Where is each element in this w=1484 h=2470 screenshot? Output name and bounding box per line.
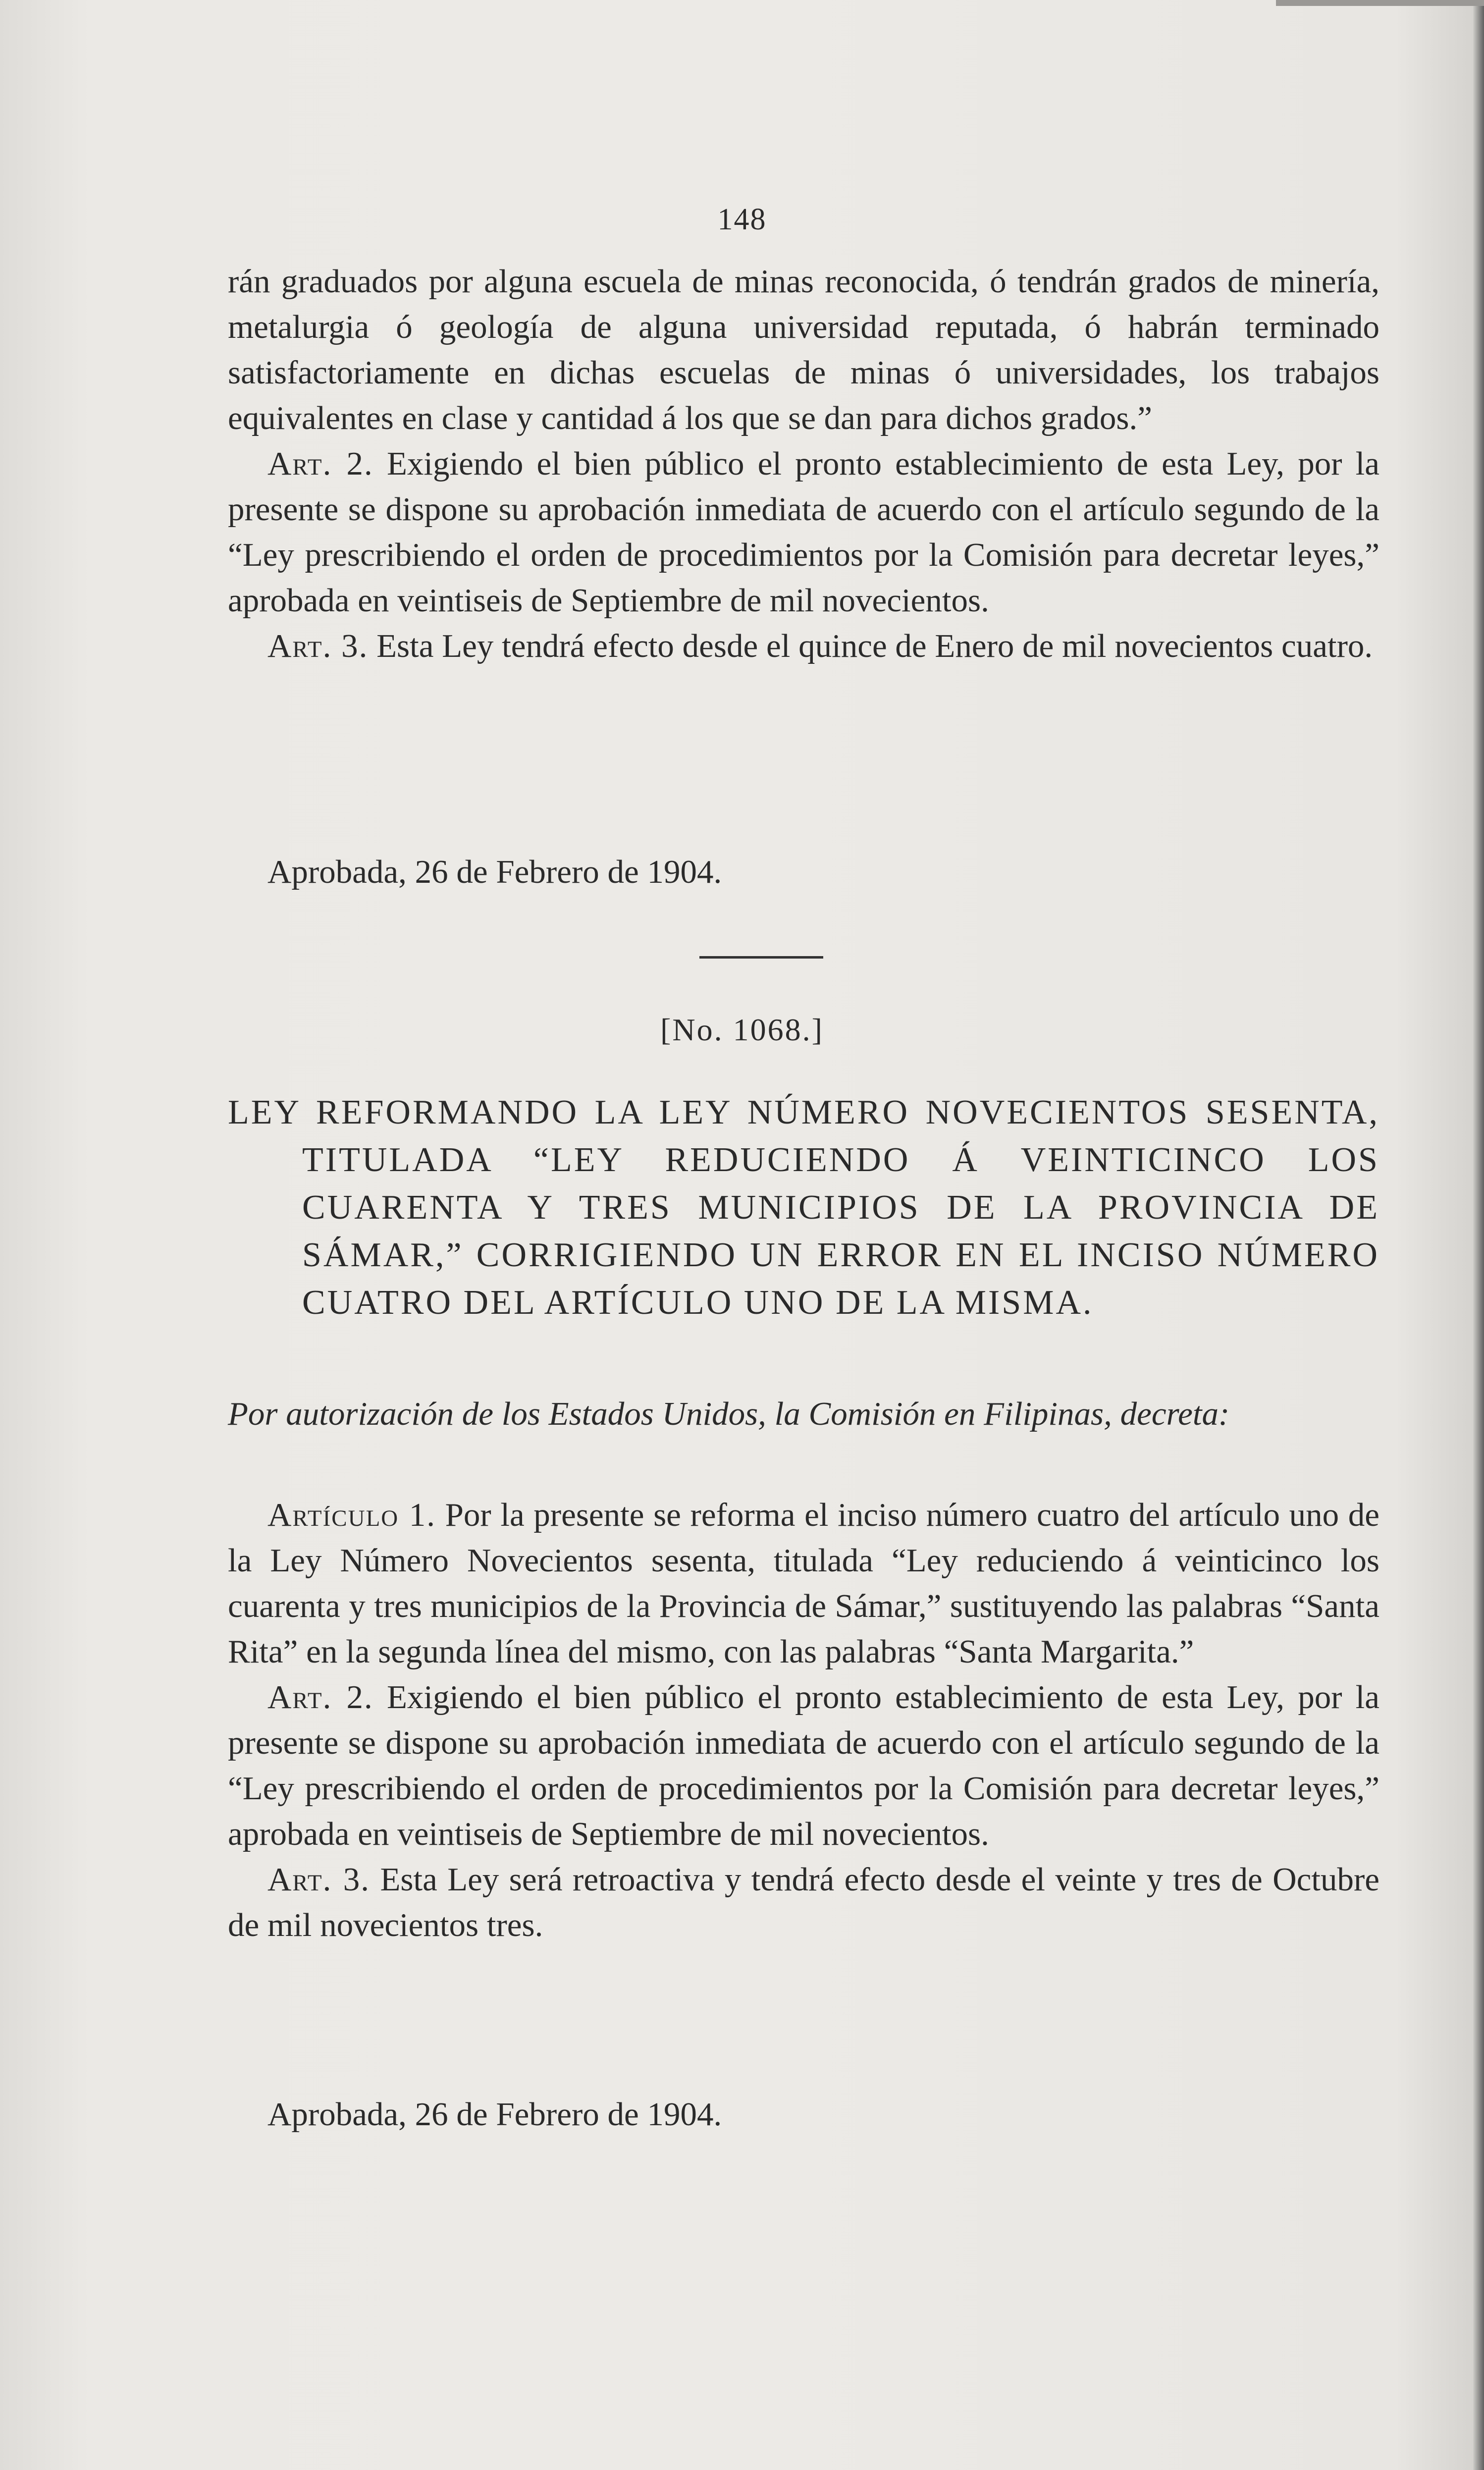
first-law-approval-date: Aprobada, 26 de Febrero de 1904. [267,854,722,890]
section-divider [699,956,823,959]
second-law-article-3-label: Art. 3. [267,1861,371,1898]
enacting-clause: Por autorización de los Estados Unidos, la Comisión en Filipinas, decreta: [228,1396,1230,1432]
first-law-article-3-label: Art. 3. [267,628,369,664]
page-number: 148 [717,203,767,236]
first-law-article-3 [228,623,1379,669]
second-law-article-3-text: Esta Ley será retroactiva y tendrá efecto desde el veinte y tres de Octubre de mil novecientos tres. [228,1861,1379,1943]
first-law-article-3-text: Esta Ley tendrá efecto desde el quince de Enero de mil novecientos cuatro. [376,628,1373,664]
second-law-article-1-text: Por la presente se reforma el inciso número cuatro del artículo uno de la Ley Número Novecientos sesenta, titulada “Ley reduciendo á veinticinco los cuarenta y tres municipios de la Provincia de Sámar,” sustituyendo las palabras “Santa Rita” en la segunda línea del mismo, con las palabras “Santa Margarita.” [228,1497,1379,1670]
first-law-article-2 [228,441,1379,623]
first-law-continuation: rán graduados por alguna escuela de minas reconocida, ó tendrán grados de minería, metalurgia ó geología de alguna universidad reputada, ó habrán terminado satisfactoriamente en dichas escuelas de minas ó universidades, los trabajos equivalentes en clase y cantidad á los que se dan para dichos grados.” [228,263,1379,436]
law-number: [No. 1068.] [660,1012,824,1047]
second-law-article-3 [228,1857,1379,1948]
second-law-article-1 [228,1492,1379,1674]
second-law-text [228,1492,1379,1948]
page-corner-shadow [1276,0,1484,6]
law-title: LEY REFORMANDO LA LEY NÚMERO NOVECIENTOS SESENTA, TITULADA “LEY REDUCIENDO Á VEINTICINCO LOS CUARENTA Y TRES MUNICIPIOS DE LA PROVINCIA DE SÁMAR,” CORRIGIENDO UN ERROR EN EL INCISO NÚMERO CUATRO DEL ARTÍCULO UNO DE LA MISMA. [228,1093,1379,1322]
first-law-article-2-label: Art. 2. [267,445,373,482]
second-law-article-2-text: Exigiendo el bien público el pronto establecimiento de esta Ley, por la presente se dispone su aprobación inmediata de acuerdo con el artículo segundo de la “Ley prescribiendo el orden de procedimientos por la Comisión para decretar leyes,” aprobada en veintiseis de Septiembre de mil novecientos. [228,1679,1380,1852]
first-law-text [228,259,1379,669]
second-law-approval-date: Aprobada, 26 de Febrero de 1904. [267,2096,722,2133]
page-edge-shadow [1473,0,1484,2470]
second-law-article-2 [228,1674,1379,1857]
first-law-article-2-text: Exigiendo el bien público el pronto establecimiento de esta Ley, por la presente se dispone su aprobación inmediata de acuerdo con el artículo segundo de la “Ley prescribiendo el orden de procedimientos por la Comisión para decretar leyes,” aprobada en veintiseis de Septiembre de mil novecientos. [228,445,1380,619]
second-law-article-1-label: Artículo 1. [267,1497,436,1533]
second-law-article-2-label: Art. 2. [267,1679,373,1716]
